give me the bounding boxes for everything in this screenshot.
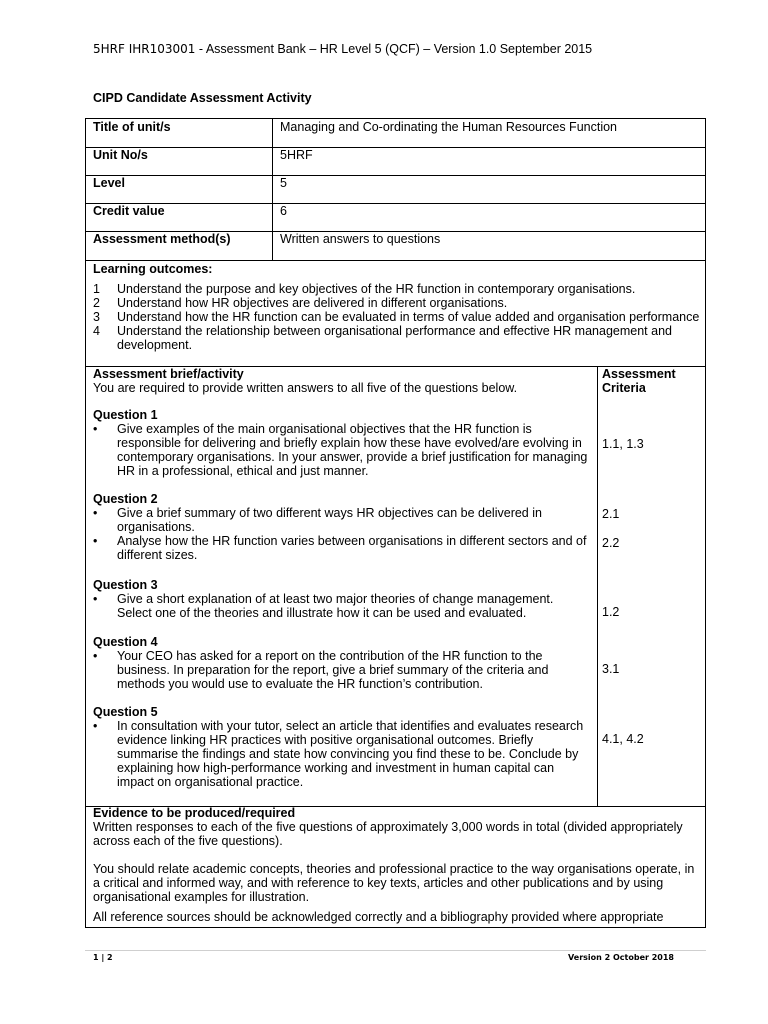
question-heading: Question 3	[93, 578, 158, 592]
item-text: Understand the relationship between organisational performance and effective HR management and development.	[117, 324, 672, 352]
row-value: 5	[280, 176, 287, 190]
item-text: Understand the purpose and key objectives of the HR function in contemporary organisations.	[117, 282, 636, 296]
bullet-text: Give a brief summary of two different ways HR objectives can be delivered in organisations.	[117, 506, 542, 534]
brief-title: Assessment brief/activity	[93, 367, 244, 381]
bullet-icon: •	[93, 506, 98, 520]
item-number: 2	[93, 296, 100, 310]
criteria-value: 2.1	[602, 507, 620, 521]
item-number: 4	[93, 324, 100, 338]
learning-outcomes-list	[86, 282, 701, 352]
table-row	[86, 119, 705, 148]
evidence-paragraph: Written responses to each of the five questions of approximately 3,000 words in total (divided appropriately across each of the five questions).	[93, 820, 683, 848]
question-heading: Question 2	[93, 492, 158, 506]
bullet-icon: •	[93, 422, 98, 436]
list-item	[93, 422, 588, 478]
row-label: Credit value	[93, 204, 165, 218]
list-item	[93, 506, 588, 534]
list-item	[86, 296, 701, 310]
criteria-heading-line: Assessment	[602, 367, 676, 381]
bullet-text: In consultation with your tutor, select an article that identifies and evaluates research evidence linking HR practices with positive organisational outcomes. Briefly summarise the findings and state how convincing you find these to be. Conclude by explaining how high-performance working and investment in human capital can impact on organisational practice.	[117, 719, 584, 789]
bullet-icon: •	[93, 534, 98, 548]
question-heading: Question 4	[93, 635, 158, 649]
criteria-value: 1.1, 1.3	[602, 437, 644, 451]
brief-intro: You are required to provide written answers to all five of the questions below.	[93, 381, 518, 395]
question-bullets	[93, 422, 588, 478]
row-label: Title of unit/s	[93, 120, 171, 134]
row-value: Managing and Co-ordinating the Human Resources Function	[280, 120, 617, 134]
item-number: 3	[93, 310, 100, 324]
table-row	[86, 175, 705, 204]
question-heading: Question 5	[93, 705, 158, 719]
evidence-section	[85, 806, 706, 928]
row-label: Assessment method(s)	[93, 232, 231, 246]
row-label: Unit No/s	[93, 148, 148, 162]
unit-code: 5HRF IHR103001	[93, 42, 196, 56]
column-divider	[597, 366, 598, 806]
bullet-text: Give a short explanation of at least two major theories of change management. Select one of the theories and illustrate how it can be used and evaluated.	[117, 592, 554, 620]
criteria-heading	[602, 367, 676, 395]
table-row	[86, 231, 705, 260]
criteria-value: 2.2	[602, 536, 620, 550]
question-bullets	[93, 649, 588, 691]
page-title: CIPD Candidate Assessment Activity	[93, 91, 312, 105]
criteria-value: 4.1, 4.2	[602, 732, 644, 746]
criteria-value: 1.2	[602, 605, 620, 619]
list-item	[93, 719, 588, 789]
question-3	[93, 578, 588, 620]
item-text: Understand how the HR function can be evaluated in terms of value added and organisation performance	[117, 310, 700, 324]
list-item	[86, 282, 701, 296]
unit-info-table	[85, 118, 706, 261]
learning-outcomes-title: Learning outcomes:	[93, 262, 213, 276]
question-4	[93, 635, 588, 691]
bullet-icon: •	[93, 592, 98, 606]
bullet-text: Your CEO has asked for a report on the contribution of the HR function to the business. In preparation for the report, give a brief summary of the criteria and methods you would use to evaluate the HR function’s contribution.	[117, 649, 549, 691]
list-item	[93, 592, 588, 620]
question-heading: Question 1	[93, 408, 158, 422]
criteria-heading-line: Criteria	[602, 381, 646, 395]
list-item	[86, 310, 701, 324]
header-text: - Assessment Bank – HR Level 5 (QCF) – Version 1.0 September 2015	[195, 42, 593, 56]
page-number: 1 | 2	[93, 953, 113, 962]
row-label: Level	[93, 176, 125, 190]
question-bullets	[93, 592, 588, 620]
question-5	[93, 705, 588, 789]
row-value: 6	[280, 204, 287, 218]
bullet-icon: •	[93, 649, 98, 663]
evidence-paragraph: You should relate academic concepts, theories and professional practice to the way organisations operate, in a critical and informed way, and with reference to key texts, articles and other publications and by using organisational examples for illustration.	[93, 862, 695, 904]
question-2	[93, 492, 588, 562]
row-value: Written answers to questions	[280, 232, 441, 246]
bullet-icon: •	[93, 719, 98, 733]
item-text: Understand how HR objectives are delivered in different organisations.	[117, 296, 508, 310]
question-bullets	[93, 506, 588, 562]
learning-outcomes-section	[85, 260, 706, 367]
footer-version: Version 2 October 2018	[568, 953, 674, 962]
row-value: 5HRF	[280, 148, 313, 162]
assessment-brief-section	[85, 366, 706, 807]
table-row	[86, 203, 705, 232]
criteria-value: 3.1	[602, 662, 620, 676]
item-number: 1	[93, 282, 100, 296]
bullet-text: Analyse how the HR function varies between organisations in different sectors and of different sizes.	[117, 534, 587, 562]
question-1	[93, 408, 588, 478]
evidence-title: Evidence to be produced/required	[93, 806, 296, 820]
evidence-paragraph: All reference sources should be acknowledged correctly and a bibliography provided where appropriate	[93, 910, 664, 924]
footer-divider	[85, 950, 706, 951]
table-row	[86, 147, 705, 176]
bullet-text: Give examples of the main organisational objectives that the HR function is responsible for delivering and briefly explain how these have evolved/are evolving in contemporary organisations. In your answer, provide a brief justification for managing HR in a professional, ethical and just manner.	[117, 422, 588, 478]
list-item	[86, 324, 701, 352]
list-item	[93, 534, 588, 562]
list-item	[93, 649, 588, 691]
question-bullets	[93, 719, 588, 789]
document-header	[93, 42, 592, 56]
